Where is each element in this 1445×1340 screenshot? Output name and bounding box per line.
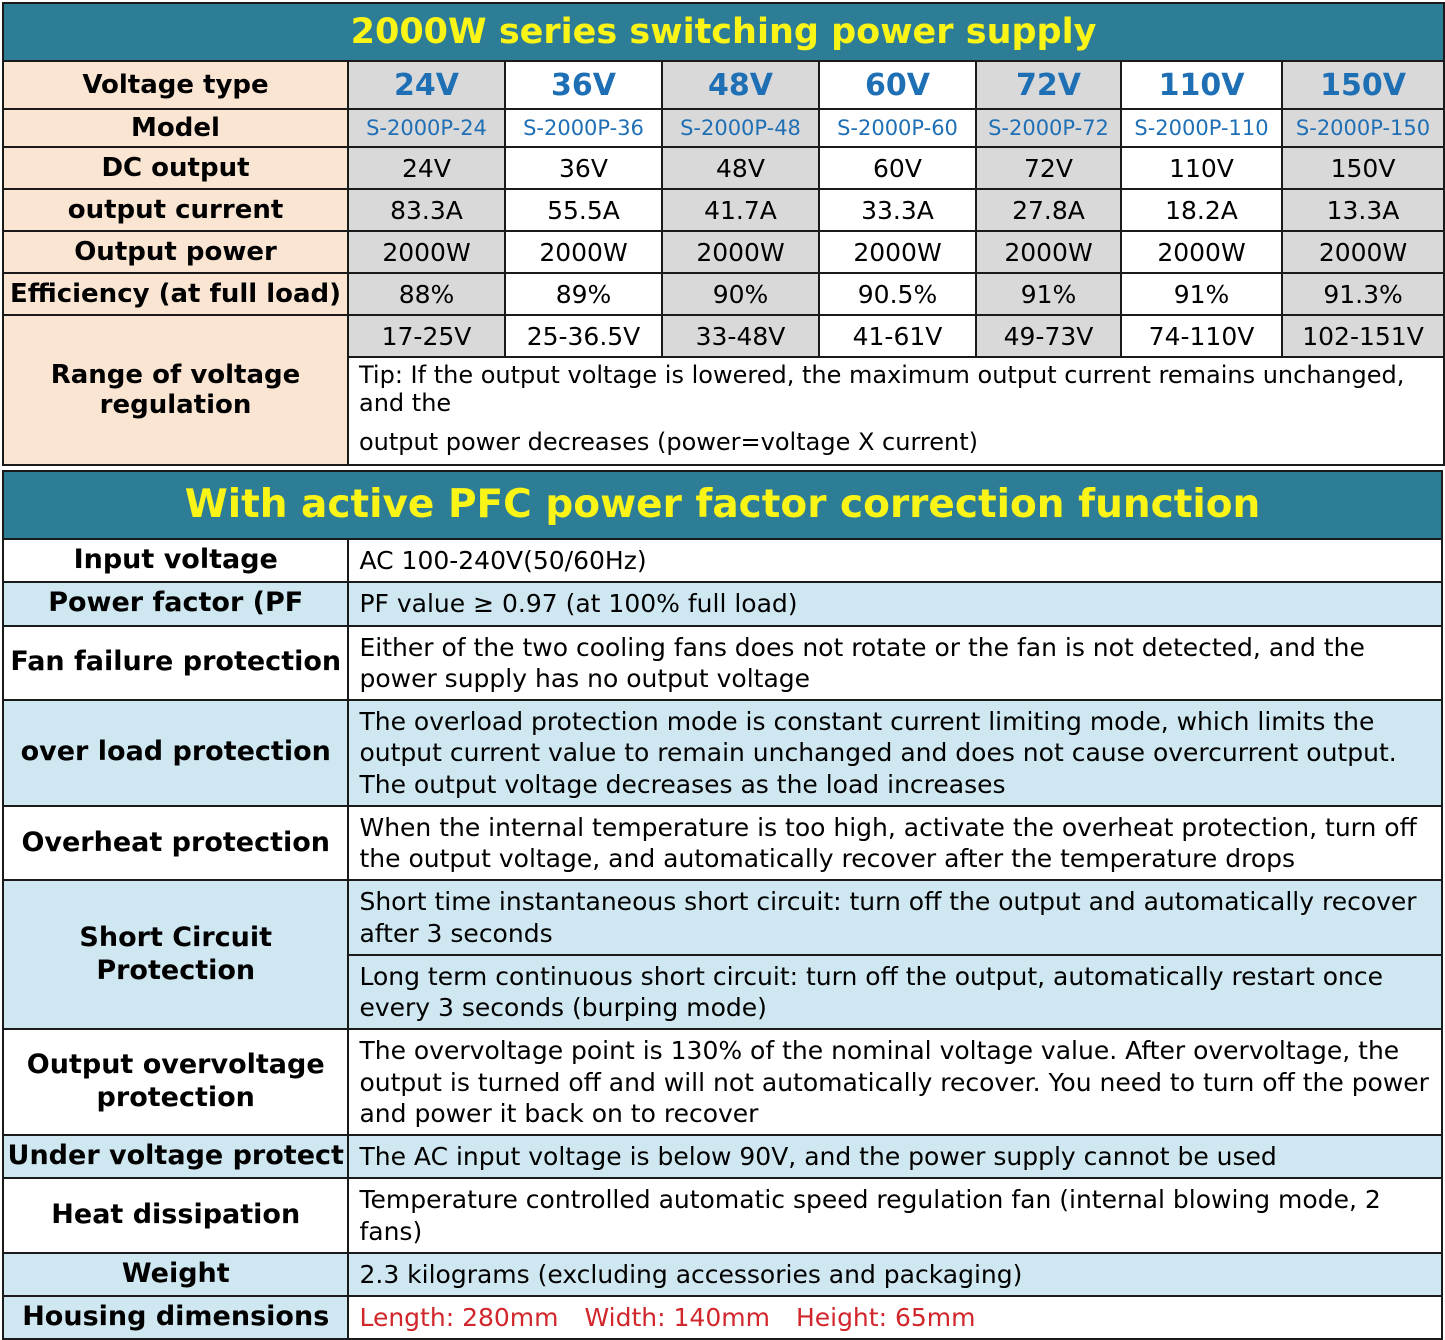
row-label-voltage-type: Voltage type xyxy=(3,61,348,109)
power-supply-spec-table xyxy=(2,2,1445,466)
dimension-height: Height: 65mm xyxy=(795,1303,976,1332)
value-weight: 2.3 kilograms (excluding accessories and packaging) xyxy=(348,1253,1442,1296)
efficiency-110v: 91% xyxy=(1121,273,1282,315)
regulation-tip-line-1: Tip: If the output voltage is lowered, the maximum output current remains unchanged, and the xyxy=(348,357,1444,420)
table-row-over-load-protection xyxy=(3,700,1442,806)
model-24v: S-2000P-24 xyxy=(348,109,505,147)
label-under-voltage-protect: Under voltage protect xyxy=(3,1135,348,1178)
output-power-72v: 2000W xyxy=(976,231,1121,273)
table-row-power-factor xyxy=(3,582,1442,625)
value-short-circuit-short-term: Short time instantaneous short circuit: turn off the output and automatically recover after 3 seconds xyxy=(348,880,1442,955)
dc-output-150v: 150V xyxy=(1282,147,1444,189)
value-over-load-protection: The overload protection mode is constant current limiting mode, which limits the output current value to remain unchanged and does not cause overcurrent output. The output voltage decreases as the load increases xyxy=(348,700,1442,806)
efficiency-24v: 88% xyxy=(348,273,505,315)
table-row-housing-dimensions xyxy=(3,1296,1442,1339)
output-current-72v: 27.8A xyxy=(976,189,1121,231)
value-heat-dissipation: Temperature controlled automatic speed regulation fan (internal blowing mode, 2 fans) xyxy=(348,1178,1442,1253)
dimension-length: Length: 280mm xyxy=(359,1303,559,1332)
output-power-24v: 2000W xyxy=(348,231,505,273)
label-short-circuit-protection: Short Circuit Protection xyxy=(3,880,348,1029)
label-fan-failure-protection: Fan failure protection xyxy=(3,626,348,701)
col-header-48v: 48V xyxy=(662,61,819,109)
output-current-110v: 18.2A xyxy=(1121,189,1282,231)
dc-output-110v: 110V xyxy=(1121,147,1282,189)
output-current-36v: 55.5A xyxy=(505,189,662,231)
model-60v: S-2000P-60 xyxy=(819,109,976,147)
label-weight: Weight xyxy=(3,1253,348,1296)
efficiency-72v: 91% xyxy=(976,273,1121,315)
model-48v: S-2000P-48 xyxy=(662,109,819,147)
spec-table-banner: 2000W series switching power supply xyxy=(3,3,1444,61)
output-current-24v: 83.3A xyxy=(348,189,505,231)
table-row-fan-failure-protection xyxy=(3,626,1442,701)
col-header-150v: 150V xyxy=(1282,61,1444,109)
dc-output-72v: 72V xyxy=(976,147,1121,189)
regulation-72v: 49-73V xyxy=(976,315,1121,357)
dc-output-60v: 60V xyxy=(819,147,976,189)
efficiency-48v: 90% xyxy=(662,273,819,315)
col-header-24v: 24V xyxy=(348,61,505,109)
model-150v: S-2000P-150 xyxy=(1282,109,1444,147)
output-power-60v: 2000W xyxy=(819,231,976,273)
label-output-overvoltage-protection: Output overvoltage protection xyxy=(3,1029,348,1135)
label-heat-dissipation: Heat dissipation xyxy=(3,1178,348,1253)
row-label-efficiency: Efficiency (at full load) xyxy=(3,273,348,315)
label-power-factor: Power factor (PF xyxy=(3,582,348,625)
value-input-voltage: AC 100-240V(50/60Hz) xyxy=(348,539,1442,582)
pfc-table-banner: With active PFC power factor correction function xyxy=(3,471,1442,539)
row-label-dc-output: DC output xyxy=(3,147,348,189)
table-row-regulation-range xyxy=(3,315,1444,357)
col-header-72v: 72V xyxy=(976,61,1121,109)
value-short-circuit-long-term: Long term continuous short circuit: turn off the output, automatically restart once every 3 seconds (burping mode) xyxy=(348,955,1442,1030)
row-label-output-current: output current xyxy=(3,189,348,231)
value-power-factor: PF value ≥ 0.97 (at 100% full load) xyxy=(348,582,1442,625)
output-current-48v: 41.7A xyxy=(662,189,819,231)
dc-output-36v: 36V xyxy=(505,147,662,189)
row-label-regulation-range: Range of voltage regulation xyxy=(3,315,348,465)
output-current-60v: 33.3A xyxy=(819,189,976,231)
output-power-48v: 2000W xyxy=(662,231,819,273)
table-row-dc-output xyxy=(3,147,1444,189)
pfc-feature-table xyxy=(2,470,1443,1340)
output-power-110v: 2000W xyxy=(1121,231,1282,273)
col-header-60v: 60V xyxy=(819,61,976,109)
model-36v: S-2000P-36 xyxy=(505,109,662,147)
table-row-output-overvoltage-protection xyxy=(3,1029,1442,1135)
dc-output-24v: 24V xyxy=(348,147,505,189)
table-row-output-current xyxy=(3,189,1444,231)
table-row-overheat-protection xyxy=(3,806,1442,881)
value-housing-dimensions xyxy=(348,1296,1442,1339)
regulation-110v: 74-110V xyxy=(1121,315,1282,357)
spec-sheet-page xyxy=(0,2,1445,1333)
label-overheat-protection: Overheat protection xyxy=(3,806,348,881)
label-input-voltage: Input voltage xyxy=(3,539,348,582)
regulation-24v: 17-25V xyxy=(348,315,505,357)
table-row-efficiency xyxy=(3,273,1444,315)
regulation-36v: 25-36.5V xyxy=(505,315,662,357)
regulation-60v: 41-61V xyxy=(819,315,976,357)
table-row-output-power xyxy=(3,231,1444,273)
col-header-110v: 110V xyxy=(1121,61,1282,109)
col-header-36v: 36V xyxy=(505,61,662,109)
output-power-36v: 2000W xyxy=(505,231,662,273)
table-row-banner xyxy=(3,3,1444,61)
table-row-voltage-type xyxy=(3,61,1444,109)
value-fan-failure-protection: Either of the two cooling fans does not rotate or the fan is not detected, and the power supply has no output voltage xyxy=(348,626,1442,701)
table-row-pfc-banner xyxy=(3,471,1442,539)
table-row-short-circuit-protection-a xyxy=(3,880,1442,955)
output-power-150v: 2000W xyxy=(1282,231,1444,273)
label-housing-dimensions: Housing dimensions xyxy=(3,1296,348,1339)
table-row-input-voltage xyxy=(3,539,1442,582)
regulation-48v: 33-48V xyxy=(662,315,819,357)
table-row-heat-dissipation xyxy=(3,1178,1442,1253)
value-overheat-protection: When the internal temperature is too high, activate the overheat protection, turn off the output voltage, and automatically recover after the temperature drops xyxy=(348,806,1442,881)
regulation-150v: 102-151V xyxy=(1282,315,1444,357)
table-row-model xyxy=(3,109,1444,147)
value-output-overvoltage-protection: The overvoltage point is 130% of the nominal voltage value. After overvoltage, the output is turned off and will not automatically recover. You need to turn off the power and power it back on to recover xyxy=(348,1029,1442,1135)
regulation-tip-line-2: output power decreases (power=voltage X current) xyxy=(348,420,1444,465)
model-72v: S-2000P-72 xyxy=(976,109,1121,147)
model-110v: S-2000P-110 xyxy=(1121,109,1282,147)
table-row-weight xyxy=(3,1253,1442,1296)
dc-output-48v: 48V xyxy=(662,147,819,189)
value-under-voltage-protect: The AC input voltage is below 90V, and the power supply cannot be used xyxy=(348,1135,1442,1178)
row-label-model: Model xyxy=(3,109,348,147)
row-label-output-power: Output power xyxy=(3,231,348,273)
label-over-load-protection: over load protection xyxy=(3,700,348,806)
efficiency-36v: 89% xyxy=(505,273,662,315)
output-current-150v: 13.3A xyxy=(1282,189,1444,231)
efficiency-60v: 90.5% xyxy=(819,273,976,315)
efficiency-150v: 91.3% xyxy=(1282,273,1444,315)
dimension-width: Width: 140mm xyxy=(584,1303,770,1332)
table-row-under-voltage-protect xyxy=(3,1135,1442,1178)
